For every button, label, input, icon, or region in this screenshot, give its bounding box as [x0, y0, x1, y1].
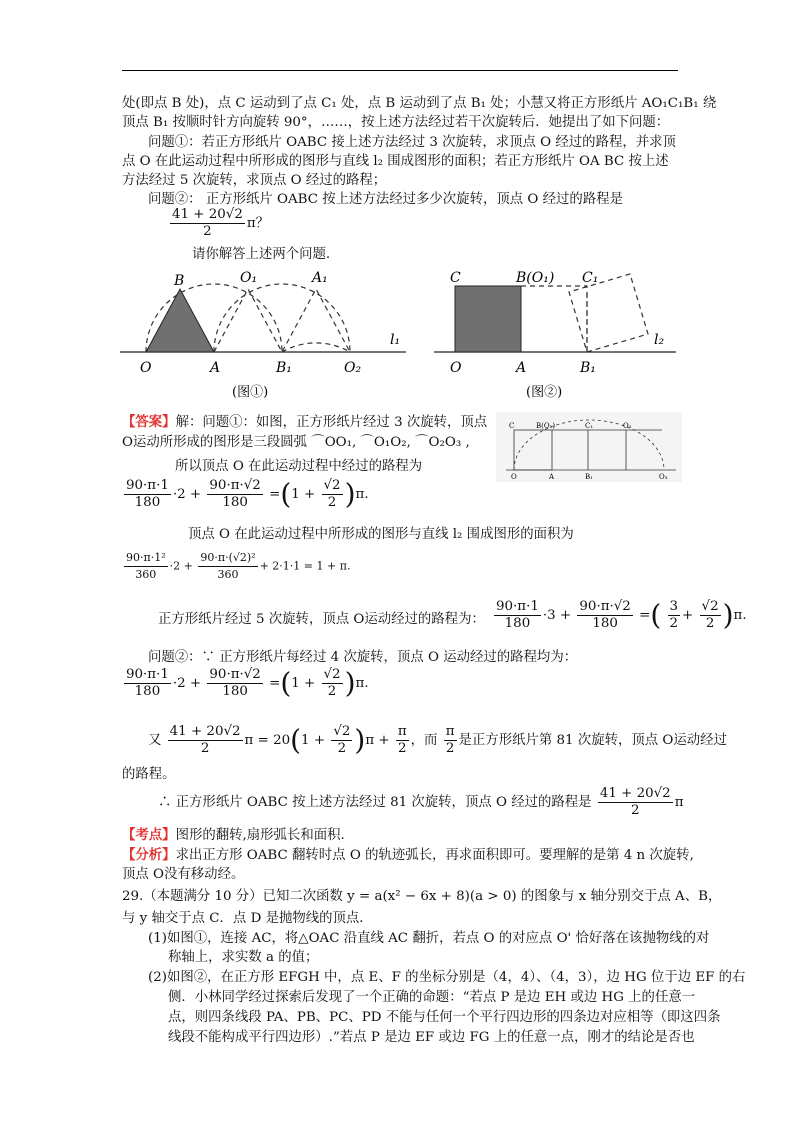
answer-line-7: 的路程。	[122, 767, 176, 782]
equation-1: $\frac{90\cdot\pi\cdot 1}{180}$ ·2 + $\frac{90\cdot\pi\cdot√2}{180}$ =(1 + $\frac{√2}{2}$ )π.	[126, 477, 369, 511]
answer-line-2: O运动所形成的图形是三段圆弧 ⌒OO₁, ⌒O₁O₂, ⌒O₂O₃ ,	[122, 435, 470, 450]
fig2-label-C: C	[450, 270, 461, 286]
q29-line-3: (1)如图①，连接 AC，将△OAC 沿直线 AC 翻折，若点 O 的对应点 O' 恰好落在该抛物线的对	[148, 931, 710, 946]
problem-line-8: 请你解答上述两个问题.	[192, 247, 331, 262]
answer-line-1: 【答案】解：问题①：如图，正方形纸片经过 3 次旋转，顶点	[122, 414, 488, 430]
small-fig-label-O: O	[511, 473, 517, 481]
conclusion: ∴ 正方形纸片 OABC 按上述方法经过 81 次旋转，顶点 O 经过的路程是 $\frac{41 + 20√2}{2}$ π	[158, 786, 684, 818]
fig1-label-O2: O₂	[344, 360, 362, 376]
fig1-label-A: A	[210, 360, 221, 376]
equation-5: 又 $\frac{41 + 20√2}{2}$ π = 20(1 + $\frac{√2}{2}$ )π + $\frac{\pi}{2}$ ，而 $\frac{\pi}{2}$ 是正方形纸片第 81 次旋转，顶点 O运动经过	[148, 723, 727, 757]
fig1-label-O: O	[140, 360, 152, 376]
problem-line-3: 问题①：若正方形纸片 OABC 接上述方法经过 3 次旋转，求顶点 O 经过的路程，并求顶	[148, 135, 676, 150]
fig2-label-BO1: B(O₁)	[516, 270, 555, 286]
fig1-label-l1: l₁	[390, 332, 401, 348]
fenxi-line-2: 顶点 O没有移动经。	[122, 867, 245, 882]
equation-4: $\frac{90\cdot\pi\cdot 1}{180}$ ·2 + $\frac{90\cdot\pi\cdot√2}{180}$ =(1 + $\frac{√2}{2}$ )π.	[126, 666, 369, 700]
answer-line-4: 顶点 O 在此运动过程中所形成的图形与直线 l₂ 围成图形的面积为	[188, 527, 574, 542]
small-fig-label-BO1: B(O₁)	[536, 422, 556, 430]
fig1-label-A1: A₁	[312, 270, 328, 286]
problem-line-2: 顶点 B₁ 按顺时针方向旋转 90°，……，按上述方法经过若干次旋转后．她提出了如下问题：	[122, 115, 670, 130]
small-fig-label-O2: O₂	[623, 422, 632, 430]
q29-line-6: 侧．小林同学经过探索后发现了一个正确的命题：“若点 P 是边 EH 或边 HG 上的任意一	[168, 990, 696, 1005]
question-2-expression: $\frac{41 + 20√2}{2}$ π？	[172, 207, 270, 239]
small-fig-label-O3: O₃	[659, 473, 668, 481]
header-rule	[122, 70, 678, 71]
answer-line-6: 问题②：∵ 正方形纸片每经过 4 次旋转，顶点 O 运动经过的路程均为：	[148, 650, 578, 665]
figure-2	[430, 262, 680, 408]
problem-line-6: 问题②： 正方形纸片 OABC 按上述方法经过多少次旋转，顶点 O 经过的路程是	[148, 192, 623, 207]
q29-line-7: 点，则四条线段 PA、PB、PC、PD 不能与任何一个平行四边形的四条边对应相等（即这四条	[168, 1010, 721, 1025]
fig1-label-O1: O₁	[240, 270, 258, 286]
q29-line-1: 29.（本题满分 10 分）已知二次函数 y = a(x² − 6x + 8)(a > 0) 的图象与 x 轴分别交于点 A、B，	[122, 889, 722, 904]
figure-1	[120, 262, 420, 408]
q29-line-2: 与 y 轴交于点 C．点 D 是抛物线的顶点．	[122, 911, 373, 926]
problem-line-5: 方法经过 5 次旋转，求顶点 O 经过的路程；	[122, 173, 387, 188]
q29-line-4: 称轴上，求实数 a 的值；	[168, 950, 319, 965]
answer-line-3: 所以顶点 O 在此运动过程中经过的路程为	[175, 459, 423, 474]
fenxi-line-1: 【分析】求出正方形 OABC 翻转时点 O 的轨迹弧长，再求面积即可。要理解的是第 4 n 次旋转,	[122, 847, 694, 863]
small-fig-label-A: A	[549, 473, 555, 481]
answer-tag: 【答案】	[122, 414, 176, 430]
fig1-label-B: B	[174, 273, 185, 289]
kaodian-line: 【考点】图形的翻转,扇形弧长和面积.	[122, 827, 345, 843]
equation-3: $\frac{90\cdot\pi\cdot 1}{180}$ ·3 + $\frac{90\cdot\pi\cdot√2}{180}$ =( $\frac{3}{2}$ + $\frac{√2}{2}$ )π.	[496, 598, 747, 632]
fig2-label-O: O	[450, 360, 462, 376]
fig2-label-A: A	[516, 360, 527, 376]
fig2-label-l2: l₂	[654, 332, 665, 348]
q29-line-5: (2)如图②，在正方形 EFGH 中，点 E、F 的坐标分别是（4，4）、（4，3），边 HG 位于边 EF 的右	[148, 970, 746, 985]
small-fig-label-C: C	[509, 422, 515, 430]
problem-line-1: 处(即点 B 处)，点 C 运动到了点 C₁ 处，点 B 运动到了点 B₁ 处；小慧又将正方形纸片 AO₁C₁B₁ 绕	[122, 96, 717, 111]
fig2-caption: (图②)	[526, 385, 563, 400]
fig2-label-C1: C₁	[582, 270, 599, 286]
fig2-label-B1: B₁	[580, 360, 596, 376]
small-figure	[496, 412, 682, 482]
fig1-caption: (图①)	[232, 385, 269, 400]
answer-line-5: 正方形纸片经过 5 次旋转，顶点 O运动经过的路程为：	[158, 612, 485, 627]
fenxi-tag: 【分析】	[122, 847, 176, 863]
small-fig-label-C1: C₁	[585, 422, 594, 430]
problem-line-4: 点 O 在此运动过程中所形成的图形与直线 l₂ 围成图形的面积；若正方形纸片 OA BC 按上述	[122, 154, 669, 169]
kaodian-tag: 【考点】	[122, 827, 176, 843]
q29-line-8: 线段不能构成平行四边形）.”若点 P 是边 EF 或边 FG 上的任意一点，刚才的结论是否也	[168, 1030, 695, 1045]
equation-2: $\frac{\text{90·π·1²}}{360}$ ·2 + $\frac{\text{90·π·(√2)²}}{360}$ + 2·1·1 = 1 + π.	[126, 551, 351, 581]
small-fig-label-B1: B₁	[585, 473, 593, 481]
fig1-label-B1: B₁	[276, 360, 292, 376]
